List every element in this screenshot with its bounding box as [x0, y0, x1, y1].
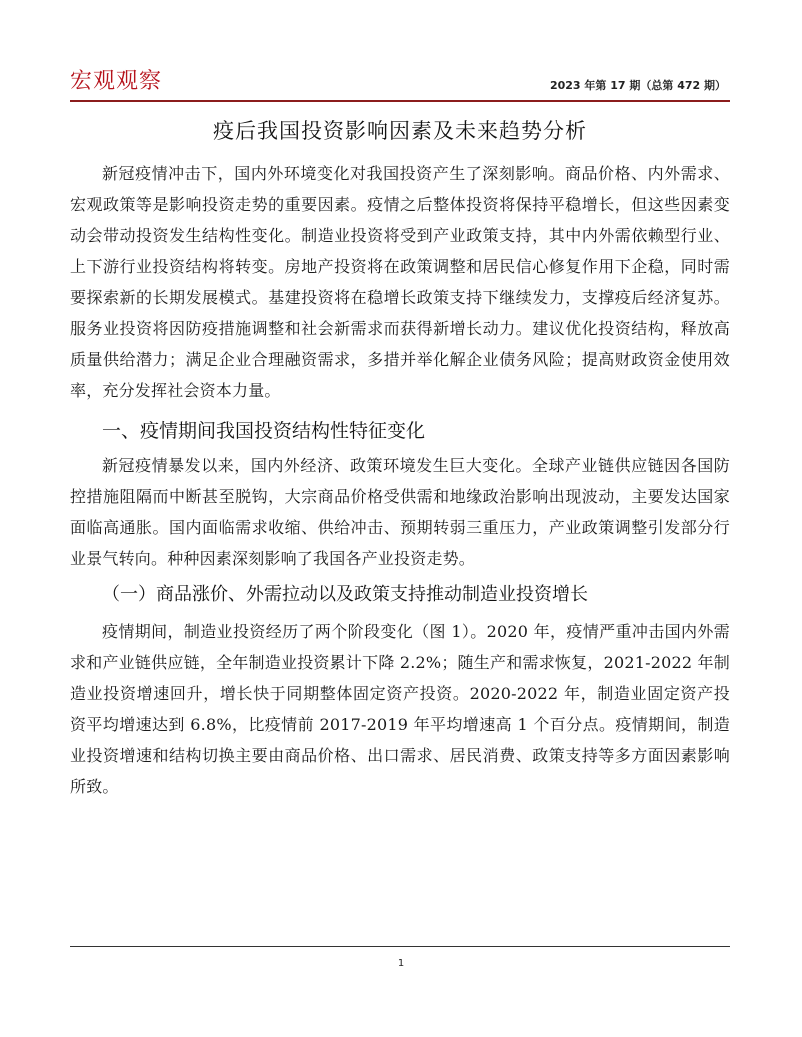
page-header	[70, 66, 730, 102]
section-paragraph: 新冠疫情暴发以来，国内外经济、政策环境发生巨大变化。全球产业链供应链因各国防控措施阻隔而中断甚至脱钩，大宗商品价格受供需和地缘政治影响出现波动，主要发达国家面临高通胀。国内面临需求收缩、供给冲击、预期转弱三重压力，产业政策调整引发部分行业景气转向。种种因素深刻影响了我国各产业投资走势。	[70, 456, 730, 568]
issue-number: 2023 年第 17 期（总第 472 期）	[549, 79, 726, 92]
page-number: 1	[397, 958, 405, 969]
section-heading: 一、疫情期间我国投资结构性特征变化	[102, 420, 426, 442]
footer-divider	[70, 946, 730, 947]
document-body	[70, 158, 730, 802]
subsection-heading: （一）商品涨价、外需拉动以及政策支持推动制造业投资增长	[102, 584, 588, 605]
document-title: 疫后我国投资影响因素及未来趋势分析	[213, 119, 587, 143]
publication-name: 宏观观察	[70, 69, 163, 94]
subsection-paragraph: 疫情期间，制造业投资经历了两个阶段变化（图 1）。2020 年，疫情严重冲击国内外需求和产业链供应链，全年制造业投资累计下降 2.2%；随生产和需求恢复，2021-2022 年制造业投资增速回升，增长快于同期整体固定资产投资。2020-2022 年，制造业固定资产投资平均增速达到 6.8%，比疫情前 2017-2019 年平均增速高 1 个百分点。疫情期间，制造业投资增速和结构切换主要由商品价格、出口需求、居民消费、政策支持等多方面因素影响所致。	[70, 622, 730, 796]
abstract-paragraph: 新冠疫情冲击下，国内外环境变化对我国投资产生了深刻影响。商品价格、内外需求、宏观政策等是影响投资走势的重要因素。疫情之后整体投资将保持平稳增长，但这些因素变动会带动投资发生结构性变化。制造业投资将受到产业政策支持，其中内外需依赖型行业、上下游行业投资结构将转变。房地产投资将在政策调整和居民信心修复作用下企稳，同时需要探索新的长期发展模式。基建投资将在稳增长政策支持下继续发力，支撑疫后经济复苏。服务业投资将因防疫措施调整和社会新需求而获得新增长动力。建议优化投资结构，释放高质量供给潜力；满足企业合理融资需求，多措并举化解企业债务风险；提高财政资金使用效率，充分发挥社会资本力量。	[70, 164, 730, 400]
